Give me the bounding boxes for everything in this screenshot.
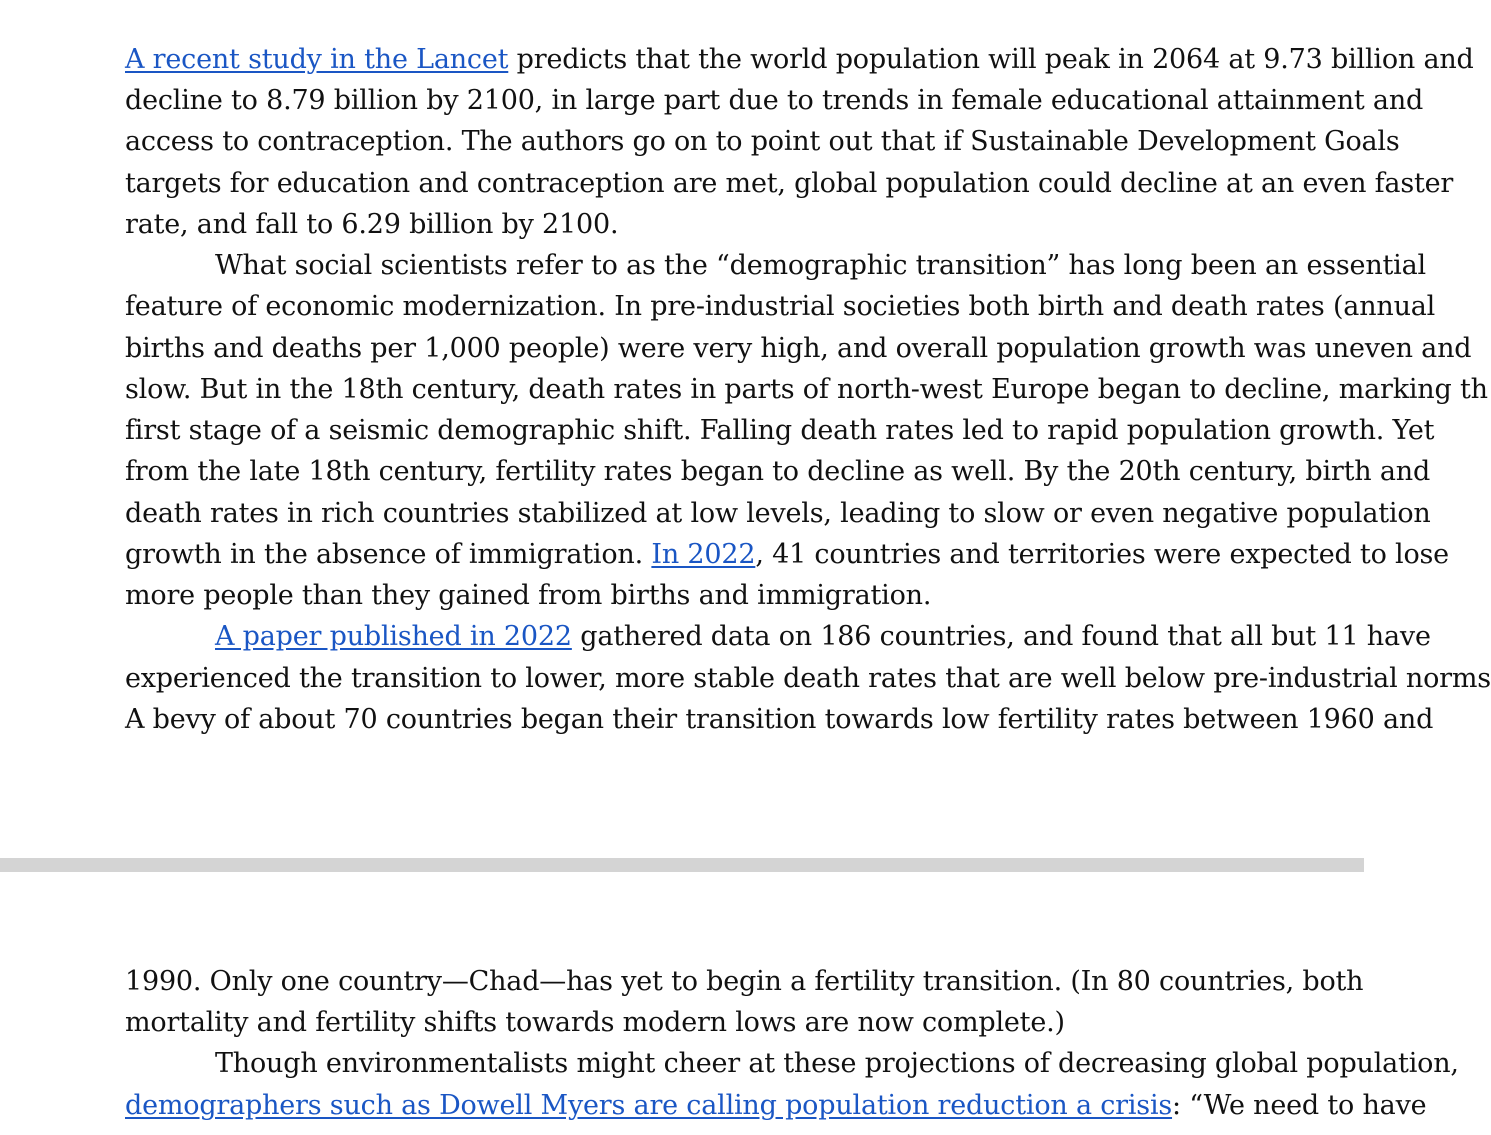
text-line: A bevy of about 70 countries began their transition towards low fertility rates between 1960 and bbox=[125, 704, 1434, 735]
text-line: A recent study in the Lancet predicts that the world population will peak in 2064 at 9.73 billion and bbox=[125, 44, 1474, 75]
text-line: feature of economic modernization. In pre-industrial societies both birth and death rates (annual bbox=[125, 291, 1436, 322]
text-line: demographers such as Dowell Myers are calling population reduction a crisis: “We need to have bbox=[125, 1090, 1427, 1121]
text-line: access to contraception. The authors go on to point out that if Sustainable Development Goals bbox=[125, 126, 1400, 157]
document-page-2 bbox=[0, 872, 1459, 1135]
page-separator bbox=[0, 858, 1364, 872]
text-line: decline to 8.79 billion by 2100, in large part due to trends in female educational attainment and bbox=[125, 85, 1424, 116]
text-line: slow. But in the 18th century, death rates in parts of north-west Europe began to decline, marking th bbox=[125, 374, 1488, 405]
text-line: first stage of a seismic demographic shift. Falling death rates led to rapid population growth. Yet bbox=[125, 415, 1435, 446]
demographers-crisis-link[interactable]: demographers such as Dowell Myers are calling population reduction a crisis bbox=[125, 1090, 1173, 1121]
text-line: from the late 18th century, fertility rates began to decline as well. By the 20th century, birth and bbox=[125, 456, 1431, 487]
text-line: growth in the absence of immigration. In 2022, 41 countries and territories were expected to lose bbox=[125, 539, 1449, 570]
paper-2022-link[interactable]: A paper published in 2022 bbox=[215, 621, 572, 652]
text-line: experienced the transition to lower, more stable death rates that are well below pre-industrial norms bbox=[125, 663, 1491, 694]
text-line: births and deaths per 1,000 people) were very high, and overall population growth was uneven and bbox=[125, 333, 1472, 364]
text-line: rate, and fall to 6.29 billion by 2100. bbox=[125, 209, 619, 240]
text-line: death rates in rich countries stabilized at low levels, leading to slow or even negative population bbox=[125, 498, 1431, 529]
text-line: more people than they gained from births and immigration. bbox=[125, 580, 932, 611]
text-line: Though environmentalists might cheer at these projections of decreasing global population, bbox=[215, 1048, 1459, 1079]
text-line: A paper published in 2022 gathered data on 186 countries, and found that all but 11 have bbox=[215, 621, 1431, 652]
text-line: mortality and fertility shifts towards modern lows are now complete.) bbox=[125, 1007, 1065, 1038]
text-line: 1990. Only one country—Chad—has yet to begin a fertility transition. (In 80 countries, both bbox=[125, 966, 1364, 997]
lancet-study-link[interactable]: A recent study in the Lancet bbox=[125, 44, 509, 75]
text-line: targets for education and contraception are met, global population could decline at an even faster bbox=[125, 168, 1454, 199]
text-line: What social scientists refer to as the “demographic transition” has long been an essential bbox=[215, 250, 1426, 281]
in-2022-link[interactable]: In 2022 bbox=[651, 539, 756, 570]
